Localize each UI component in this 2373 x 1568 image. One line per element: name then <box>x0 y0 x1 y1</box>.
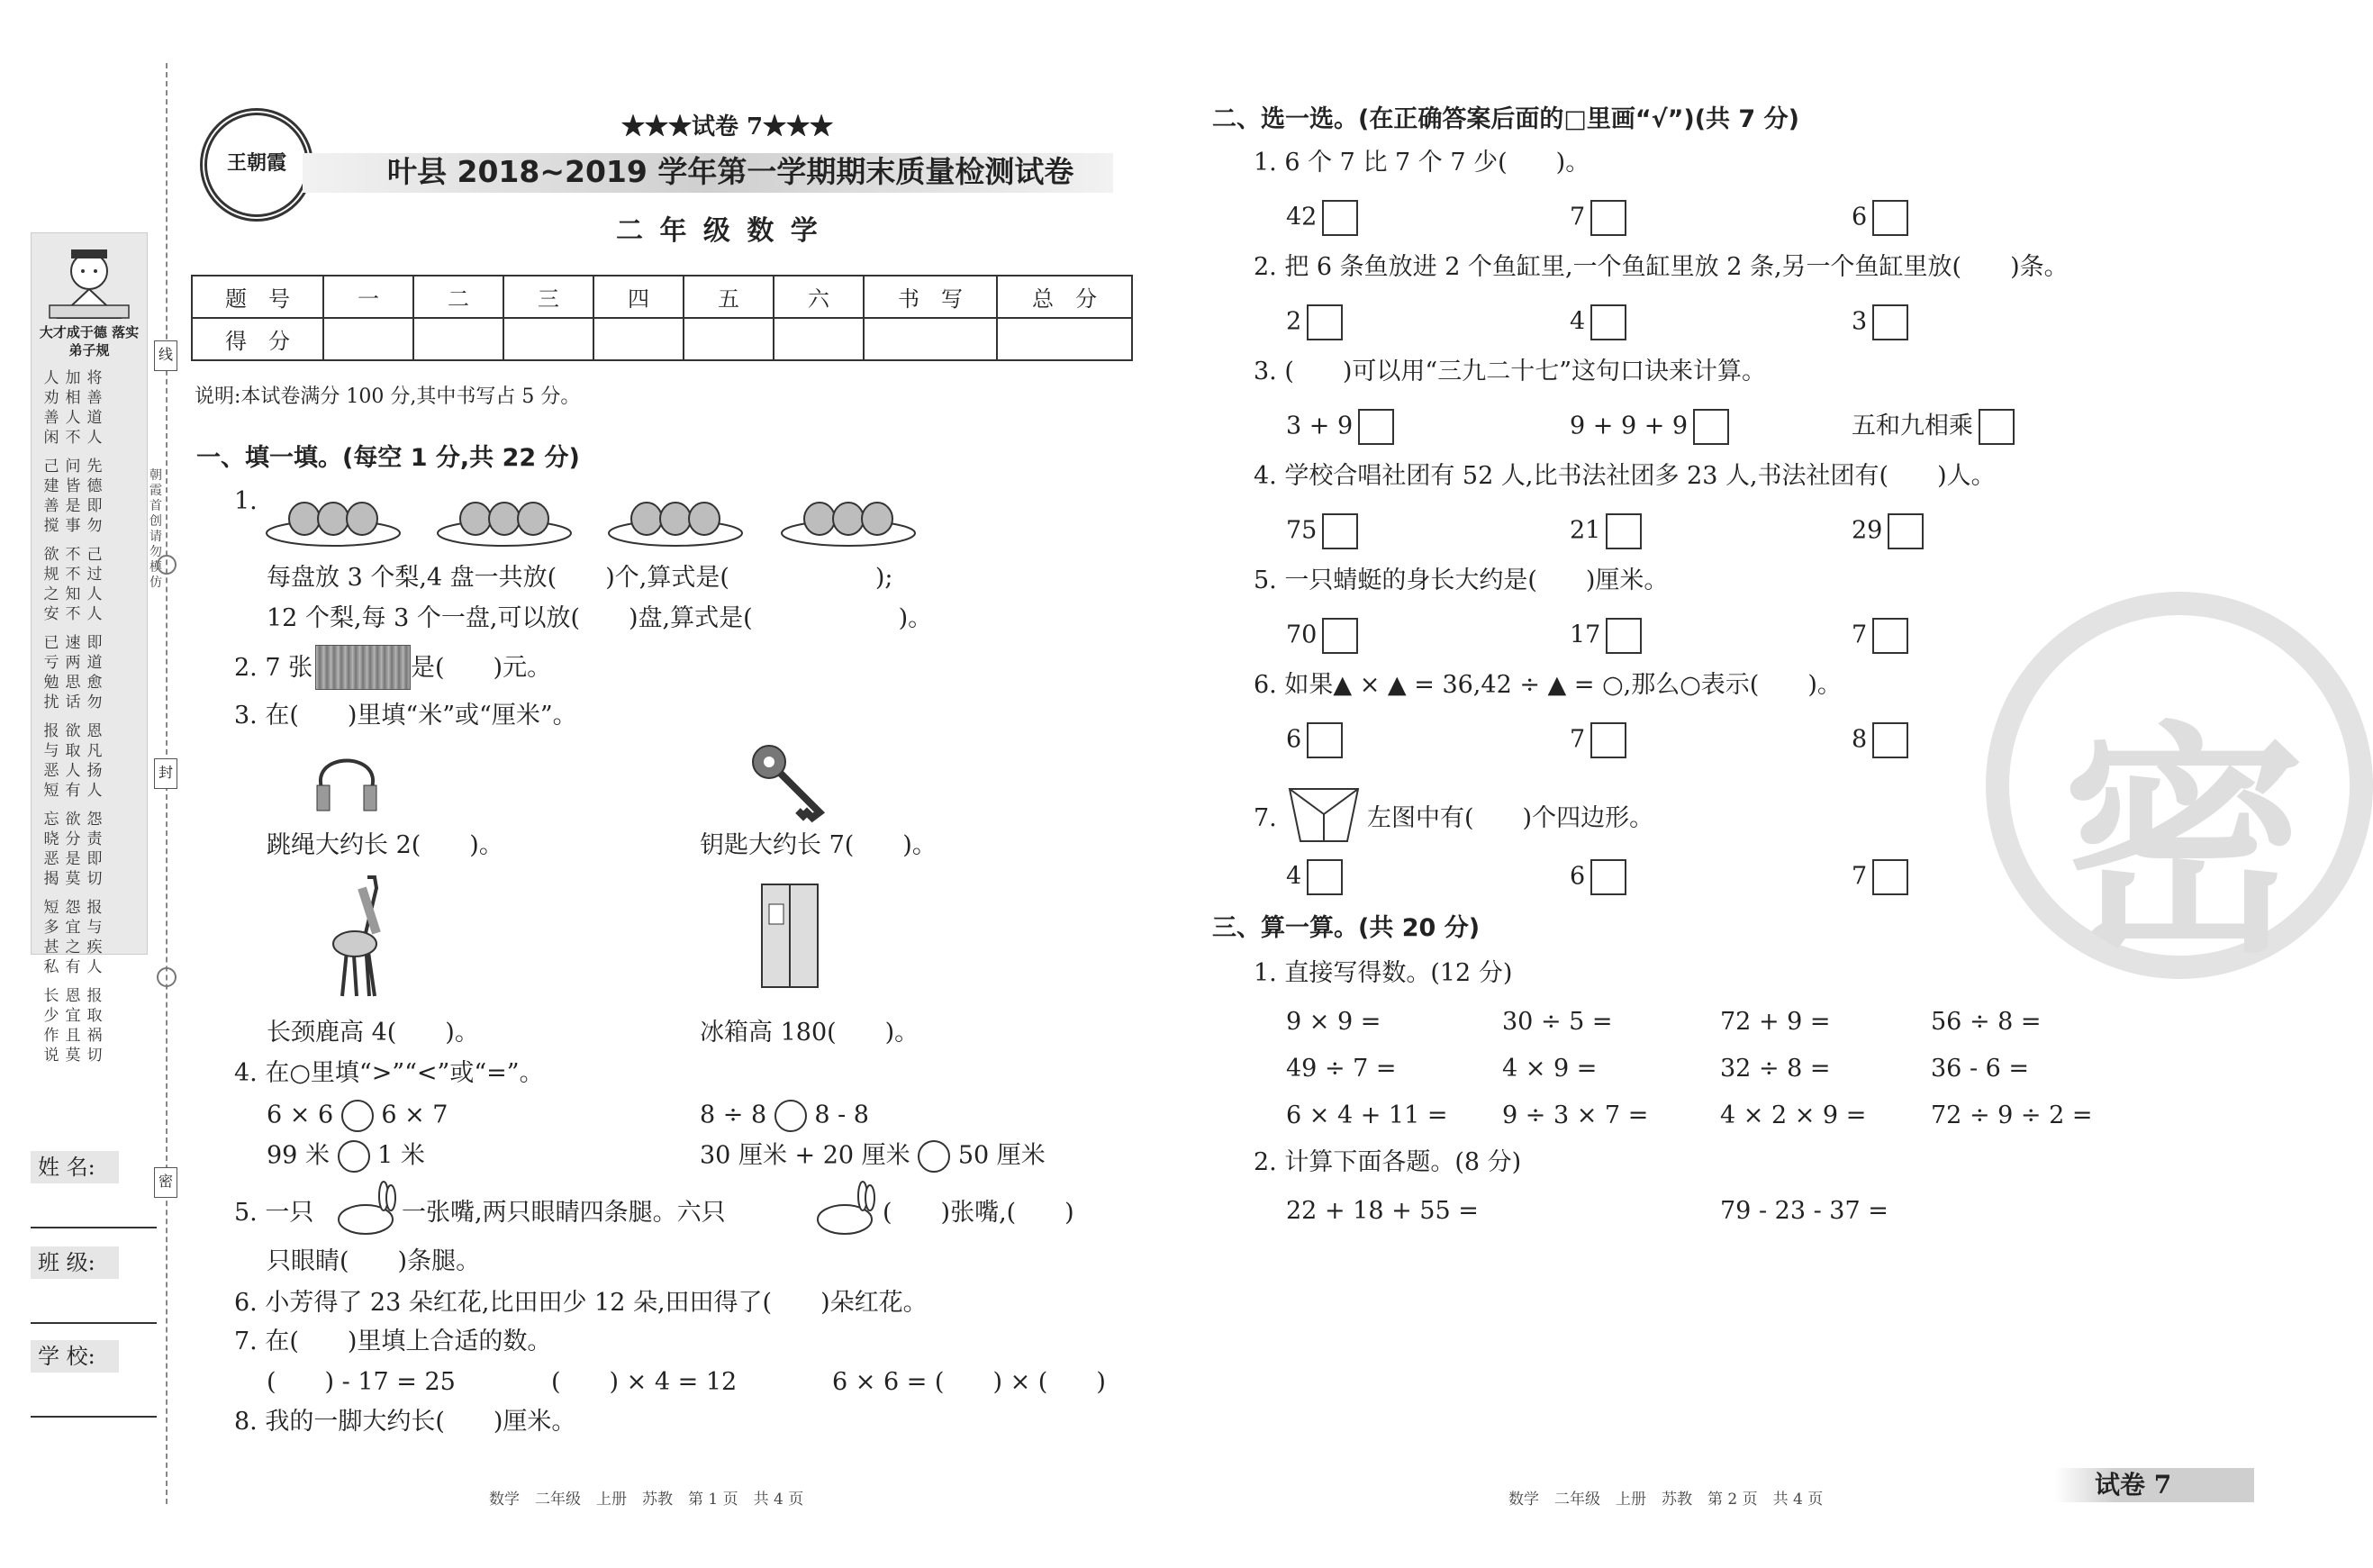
answer-checkbox[interactable] <box>1590 304 1626 340</box>
score-header-cell: 二 <box>413 276 503 318</box>
q3-jump-rope: 跳绳大约长 2( )。 <box>267 831 503 859</box>
q5-a: 5. 一只 <box>234 1199 314 1227</box>
score-header-cell: 六 <box>774 276 864 318</box>
q1-line2: 12 个梨,每 3 个一盘,可以放( )盘,算式是( )。 <box>267 604 933 632</box>
class-underline <box>31 1322 157 1324</box>
verse-column: 己建善搅 <box>43 458 59 535</box>
rabbit-icon <box>330 1182 396 1236</box>
q4-b-left: 8 ÷ 8 <box>700 1101 767 1129</box>
compare-circle[interactable] <box>338 1140 370 1173</box>
pear-icon <box>660 503 691 535</box>
sidebar-verse <box>42 986 141 1065</box>
verse-column: 恩凡扬人 <box>86 722 103 800</box>
compare-circle[interactable] <box>341 1100 374 1132</box>
part3-sub2: 2. 计算下面各题。(8 分) <box>1254 1148 1522 1176</box>
calc-item: 6 × 4 + 11 = <box>1286 1101 1448 1129</box>
choice-option-label: 4 <box>1286 862 1302 891</box>
part1-heading: 一、填一填。(每空 1 分,共 22 分) <box>196 444 580 472</box>
q4-d <box>700 1140 1046 1173</box>
answer-checkbox[interactable] <box>1358 409 1394 445</box>
score-cell[interactable] <box>774 318 864 360</box>
q7-stem: 7. 在( )里填上合适的数。 <box>234 1328 552 1355</box>
score-cell[interactable] <box>413 318 503 360</box>
calc-item: 72 + 9 = <box>1720 1008 1831 1036</box>
fold-mark-secret: 密 <box>154 1167 177 1198</box>
q5-b: 一张嘴,两只眼睛四条腿。六只 <box>402 1199 726 1227</box>
calc-item: 4 × 2 × 9 = <box>1720 1101 1867 1129</box>
q3-fridge: 冰箱高 180( )。 <box>700 1019 919 1047</box>
calc-item: 49 ÷ 7 = <box>1286 1055 1397 1083</box>
choice-option-label: 75 <box>1286 516 1318 545</box>
verse-column: 问皆是事 <box>65 458 81 535</box>
q7-c: 6 × 6 = ( ) × ( ) <box>832 1368 1106 1396</box>
choice-option-label: 7 <box>1852 862 1868 891</box>
choice-option-label: 3 + 9 <box>1286 412 1354 440</box>
sidebar-motto: 大才成于德 落实弟子规 <box>39 324 140 358</box>
choice-option <box>1570 618 1642 654</box>
verse-column: 报取祸切 <box>86 987 103 1065</box>
paper-tag: 试卷 7 <box>2095 1470 2172 1500</box>
q4-d-left: 30 厘米 + 20 厘米 <box>700 1141 910 1170</box>
anti-copy-note: 朝霞首创 请勿模仿 <box>149 468 162 590</box>
q8: 8. 我的一脚大约长( )厘米。 <box>234 1408 576 1436</box>
q5-line2: 只眼睛( )条腿。 <box>267 1247 481 1275</box>
part3-sub1: 1. 直接写得数。(12 分) <box>1254 959 1513 987</box>
calc-item: 79 - 23 - 37 = <box>1720 1197 1888 1225</box>
calc-item: 72 ÷ 9 ÷ 2 = <box>1931 1101 2093 1129</box>
exam-note: 说明:本试卷满分 100 分,其中书写占 5 分。 <box>195 385 581 408</box>
pear-icon <box>518 503 548 535</box>
score-cell[interactable] <box>684 318 774 360</box>
choice-question-stem: 6. 如果▲ × ▲ = 36,42 ÷ ▲ = ○,那么○表示( )。 <box>1254 671 1842 699</box>
pear-plates-icon <box>270 486 1063 549</box>
choice-option-label: 9 + 9 + 9 <box>1570 412 1689 440</box>
q3-key: 钥匙大约长 7( )。 <box>700 831 937 859</box>
answer-checkbox[interactable] <box>1872 722 1908 758</box>
answer-checkbox[interactable] <box>1307 304 1343 340</box>
verse-column: 将善道人 <box>86 369 103 447</box>
q5-c: ( )张嘴,( ) <box>883 1199 1074 1227</box>
rabbit-icon <box>809 1182 875 1236</box>
q7-a: ( ) - 17 = 25 <box>267 1368 456 1396</box>
choice-option <box>1286 618 1358 654</box>
punch-hole-icon <box>157 555 177 575</box>
score-cell[interactable] <box>864 318 997 360</box>
fold-mark-line: 线 <box>154 340 177 371</box>
q6: 6. 小芳得了 23 朵红花,比田田少 12 朵,田田得了( )朵红花。 <box>234 1289 928 1317</box>
answer-checkbox[interactable] <box>1693 409 1729 445</box>
sidebar-verse <box>42 721 141 801</box>
answer-checkbox[interactable] <box>1872 859 1908 895</box>
choice-option-label: 70 <box>1286 621 1318 649</box>
sidebar-verse <box>42 898 141 977</box>
answer-checkbox[interactable] <box>1322 618 1358 654</box>
sidebar-verse <box>42 545 141 624</box>
punch-hole-icon <box>157 967 177 987</box>
choice-option <box>1570 513 1642 549</box>
giraffe-icon <box>312 870 393 1005</box>
sidebar-verse <box>42 633 141 712</box>
choice-option-label: 3 <box>1852 307 1868 336</box>
name-underline <box>31 1227 157 1228</box>
calc-item: 4 × 9 = <box>1502 1055 1598 1083</box>
choice-option-label: 6 <box>1852 203 1868 231</box>
choice-option <box>1570 304 1626 340</box>
pear-icon <box>689 503 720 535</box>
score-cell[interactable] <box>503 318 593 360</box>
choice-option-label: 6 <box>1286 725 1302 754</box>
choice-option-label: 6 <box>1570 862 1586 891</box>
choice-option <box>1286 304 1343 340</box>
calc-item: 30 ÷ 5 = <box>1502 1008 1613 1036</box>
choice-option-label: 8 <box>1852 725 1868 754</box>
choice-option <box>1852 722 1908 758</box>
sidebar-verse <box>42 368 141 448</box>
q4-c <box>267 1140 425 1173</box>
choice-option <box>1852 200 1908 236</box>
paper-series: ★★★试卷 7★★★ <box>621 113 834 140</box>
q1-number: 1. <box>234 487 258 515</box>
part3-heading: 三、算一算。(共 20 分) <box>1212 914 1481 942</box>
school-underline <box>31 1416 157 1418</box>
jump-rope-icon <box>306 740 387 812</box>
answer-checkbox[interactable] <box>1322 200 1358 236</box>
choice-question-stem: 5. 一只蜻蜓的身长大约是( )厘米。 <box>1254 566 1669 594</box>
verse-column: 短多甚私 <box>43 899 59 976</box>
choice-question-stem: 左图中有( )个四边形。 <box>1367 804 1654 832</box>
trapezoid-figure-icon <box>1288 787 1360 843</box>
answer-checkbox[interactable] <box>1590 200 1626 236</box>
pear-icon <box>289 503 320 535</box>
score-cell[interactable] <box>593 318 684 360</box>
choice-option-label: 五和九相乘 <box>1852 412 1973 440</box>
verse-column: 先德即勿 <box>86 458 103 535</box>
q7-number: 7. <box>1254 804 1277 832</box>
score-header-cell: 总 分 <box>997 276 1132 318</box>
choice-option-label: 7 <box>1570 725 1586 754</box>
answer-checkbox[interactable] <box>1590 859 1626 895</box>
verse-column: 欲分是莫 <box>65 811 81 888</box>
school-label: 学 校: <box>31 1340 119 1373</box>
score-header-cell: 一 <box>323 276 413 318</box>
answer-checkbox[interactable] <box>1888 513 1924 549</box>
verse-column: 报与疾人 <box>86 899 103 976</box>
choice-option <box>1286 722 1343 758</box>
pear-icon <box>318 503 349 535</box>
score-cell[interactable] <box>997 318 1132 360</box>
q1-line1: 每盘放 3 个梨,4 盘一共放( )个,算式是( ); <box>267 564 893 592</box>
name-field[interactable] <box>31 1151 157 1230</box>
choice-option-label: 7 <box>1852 621 1868 649</box>
choice-option-label: 29 <box>1852 516 1883 545</box>
answer-checkbox[interactable] <box>1872 200 1908 236</box>
choice-question-stem: 1. 6 个 7 比 7 个 7 少( )。 <box>1254 149 1590 177</box>
score-row-label: 得 分 <box>192 318 323 360</box>
key-icon <box>747 740 829 821</box>
verse-column: 怨宜之有 <box>65 899 81 976</box>
choice-option <box>1286 859 1343 895</box>
choice-question-stem: 4. 学校合唱社团有 52 人,比书法社团多 23 人,书法社团有( )人。 <box>1254 462 1996 490</box>
logo-text: 王朝霞 <box>226 151 286 175</box>
choice-option-label: 7 <box>1570 203 1586 231</box>
fridge-icon <box>760 883 820 991</box>
class-label: 班 级: <box>31 1246 119 1279</box>
sidebar-verse <box>42 810 141 889</box>
q3-stem: 3. 在( )里填“米”或“厘米”。 <box>234 702 577 730</box>
pear-icon <box>862 503 892 535</box>
score-header-cell: 题 号 <box>192 276 323 318</box>
choice-option-label: 17 <box>1570 621 1601 649</box>
secret-stamp-char: 密 <box>2062 702 2305 985</box>
q7-b: ( ) × 4 = 12 <box>551 1368 738 1396</box>
q4-c-right: 1 米 <box>377 1141 425 1170</box>
choice-option <box>1852 618 1908 654</box>
q4-b <box>700 1100 869 1132</box>
calc-item: 32 ÷ 8 = <box>1720 1055 1831 1083</box>
name-label: 姓 名: <box>31 1151 119 1183</box>
choice-option <box>1852 513 1924 549</box>
choice-question-stem: 2. 把 6 条鱼放进 2 个鱼缸里,一个鱼缸里放 2 条,另一个鱼缸里放( )条。 <box>1254 253 2069 281</box>
choice-option-label: 4 <box>1570 307 1586 336</box>
score-header-cell: 三 <box>503 276 593 318</box>
q2-pre: 2. 7 张 <box>234 654 313 682</box>
sidebar-verse <box>42 457 141 536</box>
choice-option-label: 21 <box>1570 516 1601 545</box>
class-field[interactable] <box>31 1246 157 1326</box>
paper-title: 叶县 2018~2019 学年第一学期期末质量检测试卷 <box>387 154 1074 189</box>
compare-circle[interactable] <box>774 1100 807 1132</box>
choice-option <box>1570 409 1729 445</box>
verse-column: 怨责即切 <box>86 811 103 888</box>
verse-column: 报与恶短 <box>43 722 59 800</box>
answer-checkbox[interactable] <box>1872 304 1908 340</box>
score-table <box>191 275 1133 361</box>
q4-c-left: 99 米 <box>267 1141 330 1170</box>
calc-item: 9 × 9 = <box>1286 1008 1381 1036</box>
q4-a-left: 6 × 6 <box>267 1101 334 1129</box>
publisher-logo <box>200 108 313 222</box>
q4-a-right: 6 × 7 <box>381 1101 448 1129</box>
verse-column: 欲规之安 <box>43 546 59 623</box>
scholar-figure-icon <box>32 237 147 327</box>
answer-checkbox[interactable] <box>1606 618 1642 654</box>
compare-circle[interactable] <box>918 1140 950 1173</box>
verse-column: 忘晓恶揭 <box>43 811 59 888</box>
pear-icon <box>833 503 864 535</box>
score-header-cell: 五 <box>684 276 774 318</box>
calc-item: 22 + 18 + 55 = <box>1286 1197 1479 1225</box>
verse-column: 欲取人有 <box>65 722 81 800</box>
verse-column: 己过人人 <box>86 546 103 623</box>
q4-stem: 4. 在○里填“>”“<”或“=”。 <box>234 1059 544 1087</box>
q2-post: 是( )元。 <box>411 654 552 682</box>
pear-icon <box>460 503 491 535</box>
school-field[interactable] <box>31 1340 157 1419</box>
verse-column: 即道愈勿 <box>86 634 103 711</box>
answer-checkbox[interactable] <box>1307 859 1343 895</box>
answer-checkbox[interactable] <box>1979 409 2015 445</box>
answer-checkbox[interactable] <box>1322 513 1358 549</box>
verse-column: 不不知不 <box>65 546 81 623</box>
calc-item: 9 ÷ 3 × 7 = <box>1502 1101 1649 1129</box>
calc-item: 56 ÷ 8 = <box>1931 1008 2042 1036</box>
verse-column: 人劝善闲 <box>43 369 59 447</box>
choice-option <box>1286 200 1358 236</box>
choice-option <box>1286 409 1394 445</box>
score-cell[interactable] <box>323 318 413 360</box>
choice-option <box>1570 859 1626 895</box>
choice-option <box>1570 722 1626 758</box>
answer-checkbox[interactable] <box>1872 618 1908 654</box>
fold-mark-seal: 封 <box>154 758 177 789</box>
q4-b-right: 8 - 8 <box>814 1101 869 1129</box>
verse-column: 已亏勉扰 <box>43 634 59 711</box>
answer-checkbox[interactable] <box>1606 513 1642 549</box>
sidebar-motto-panel <box>31 232 148 1065</box>
footer-left: 数学 二年级 上册 苏教 第 1 页 共 4 页 <box>489 1491 804 1509</box>
verse-column: 长少作说 <box>43 987 59 1065</box>
choice-option <box>1852 409 2015 445</box>
score-header-cell: 书 写 <box>864 276 997 318</box>
choice-option <box>1852 304 1908 340</box>
q3-giraffe: 长颈鹿高 4( )。 <box>267 1019 479 1047</box>
q4-d-right: 50 厘米 <box>957 1141 1046 1170</box>
footer-right: 数学 二年级 上册 苏教 第 2 页 共 4 页 <box>1508 1491 1824 1509</box>
calc-item: 36 - 6 = <box>1931 1055 2030 1083</box>
part2-heading: 二、选一选。(在正确答案后面的□里画“√”)(共 7 分) <box>1212 105 1799 133</box>
choice-option <box>1570 200 1626 236</box>
answer-checkbox[interactable] <box>1590 722 1626 758</box>
pear-icon <box>347 503 377 535</box>
pear-icon <box>804 503 835 535</box>
verse-column: 速两思话 <box>65 634 81 711</box>
pear-icon <box>631 503 662 535</box>
paper-subject: 二 年 级 数 学 <box>616 215 821 247</box>
choice-option <box>1852 859 1908 895</box>
score-header-cell: 四 <box>593 276 684 318</box>
choice-option-label: 2 <box>1286 307 1302 336</box>
sidebar-verses <box>42 368 141 1074</box>
verse-column: 加相人不 <box>65 369 81 447</box>
verse-column: 恩宜且莫 <box>65 987 81 1065</box>
pear-icon <box>489 503 520 535</box>
q4-a <box>267 1100 448 1132</box>
choice-option-label: 42 <box>1286 203 1318 231</box>
banknote-icon <box>315 645 411 690</box>
answer-checkbox[interactable] <box>1307 722 1343 758</box>
choice-question-stem: 3. ( )可以用“三九二十七”这句口诀来计算。 <box>1254 358 1767 385</box>
choice-option <box>1286 513 1358 549</box>
